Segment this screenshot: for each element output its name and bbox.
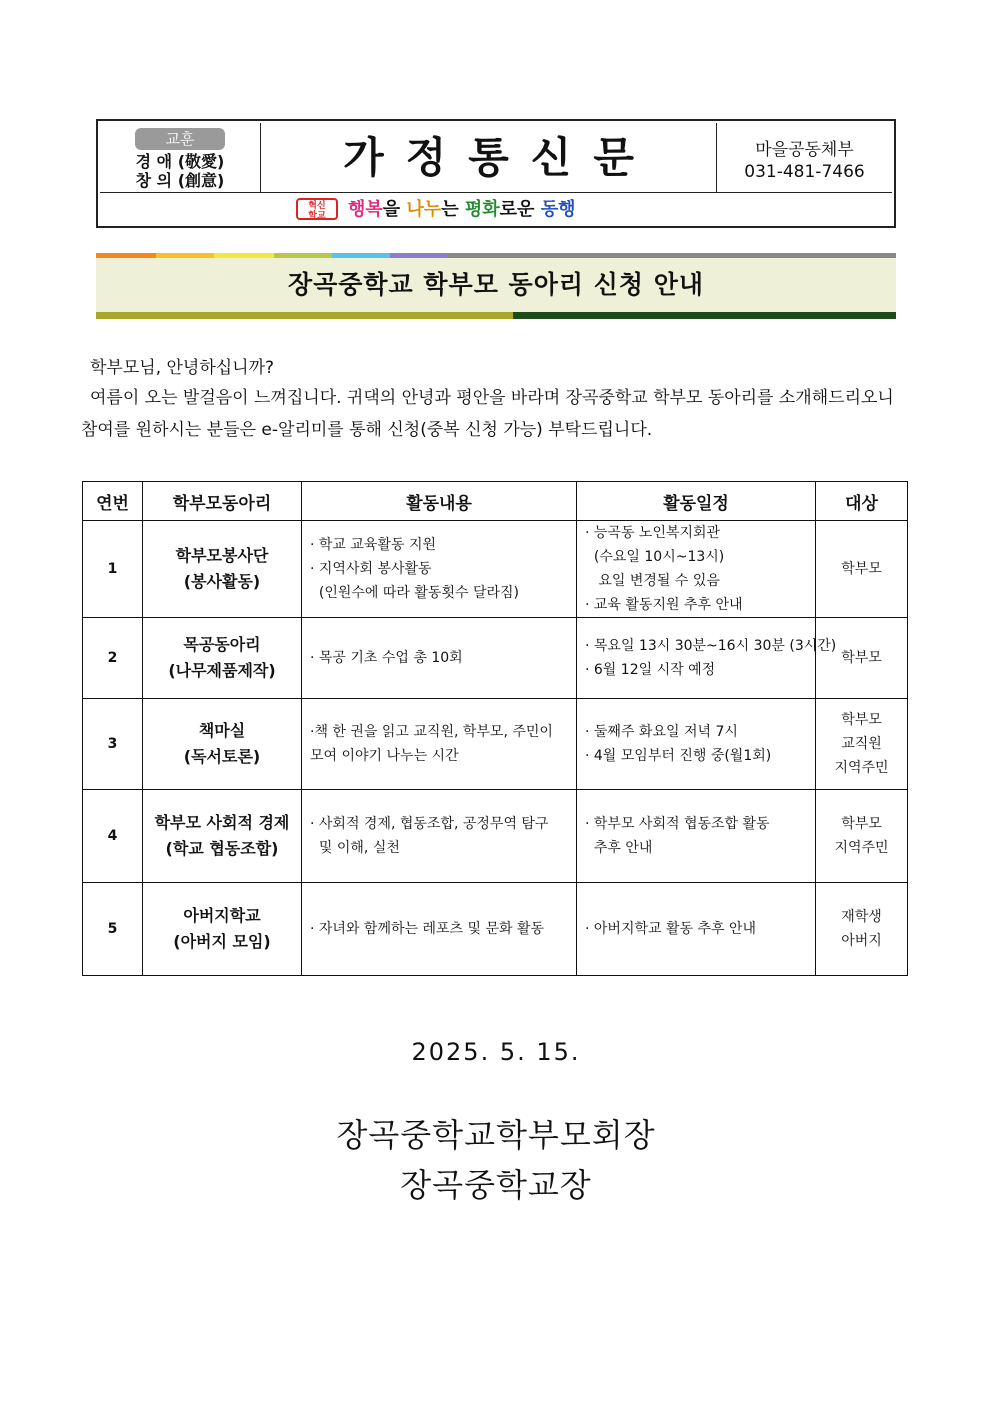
cell-club <box>143 883 302 976</box>
cell-number: 1 <box>83 521 143 618</box>
slogan-part: 로운 <box>499 199 541 220</box>
cell-target <box>816 699 908 790</box>
cell-target <box>816 618 908 699</box>
slogan-part: 는 <box>441 199 465 220</box>
cell-target-line: 교직원 <box>841 736 882 752</box>
cell-club-line: (아버지 모임) <box>173 932 271 951</box>
cell-content-line: ·책 한 권을 읽고 교직원, 학부모, 주민이 <box>310 724 553 740</box>
cell-schedule-line: · 교육 활동지원 추후 안내 <box>585 597 743 613</box>
cell-content <box>302 521 577 618</box>
school-motto <box>100 123 261 192</box>
cell-club <box>143 618 302 699</box>
notice-title: 장곡중학교 학부모 동아리 신청 안내 <box>287 270 705 299</box>
intro-greeting: 학부모님, 안녕하십니까? <box>90 358 275 378</box>
cell-club-line: (학교 협동조합) <box>165 839 279 858</box>
cell-schedule-line: · 목요일 13시 30분~16시 30분 (3시간) <box>585 638 837 654</box>
header-target: 대상 <box>816 482 908 521</box>
cell-content <box>302 699 577 790</box>
slogan-part: 나누 <box>406 199 442 220</box>
header-club: 학부모동아리 <box>143 482 302 521</box>
slogan-part: 을 <box>382 199 407 220</box>
cell-schedule <box>577 883 816 976</box>
table-row <box>83 521 908 618</box>
cell-content <box>302 883 577 976</box>
notice-banner <box>96 258 896 312</box>
motto-line-1: 경 애 (敬愛) <box>135 152 225 171</box>
slogan-part: 행복 <box>348 199 383 220</box>
cell-target-line: 재학생 <box>841 909 882 925</box>
department-phone: 031-481-7466 <box>744 162 865 182</box>
cell-content-line: · 자녀와 함께하는 레포츠 및 문화 활동 <box>310 921 545 937</box>
department-name: 마을공동체부 <box>755 140 854 160</box>
cell-target-line: 학부모 <box>841 816 882 832</box>
bottom-stripe-right <box>513 312 896 319</box>
cell-target-line: 학부모 <box>841 561 882 577</box>
cell-content <box>302 790 577 883</box>
table-row <box>83 790 908 883</box>
newsletter-header <box>96 119 896 228</box>
newsletter-title: 가정통신문 <box>343 133 656 182</box>
cell-schedule <box>577 521 816 618</box>
slogan-part: 동행 <box>540 199 576 220</box>
cell-club-line: 목공동아리 <box>183 635 261 654</box>
cell-content-line: 모여 이야기 나누는 시간 <box>310 748 459 764</box>
table-row <box>83 618 908 699</box>
cell-content <box>302 618 577 699</box>
club-table <box>82 481 908 976</box>
header-number: 연번 <box>83 482 143 521</box>
cell-target-line: 아버지 <box>841 933 882 949</box>
cell-schedule-line: 추후 안내 <box>585 840 653 856</box>
cell-club-line: (봉사활동) <box>183 572 261 591</box>
cell-target-line: 학부모 <box>841 650 882 666</box>
cell-schedule-line: · 둘째주 화요일 저녁 7시 <box>585 724 738 740</box>
signer-parents-association: 장곡중학교학부모회장 <box>336 1116 656 1154</box>
cell-number: 5 <box>83 883 143 976</box>
cell-schedule-line: (수요일 10시~13시) <box>585 549 725 565</box>
school-slogan <box>348 193 575 226</box>
cell-club <box>143 699 302 790</box>
cell-target-line: 학부모 <box>841 712 882 728</box>
cell-content-line: · 지역사회 봉사활동 <box>310 561 432 577</box>
cell-schedule <box>577 790 816 883</box>
innovation-school-stamp: 혁신 학교 <box>296 198 338 220</box>
cell-club-line: (독서토론) <box>183 747 261 766</box>
cell-number: 2 <box>83 618 143 699</box>
header-top-row <box>100 123 892 193</box>
cell-number: 4 <box>83 790 143 883</box>
title-cell <box>261 123 717 192</box>
cell-club-line: (나무제품제작) <box>168 661 276 680</box>
banner-bottom-stripe <box>96 312 896 319</box>
cell-target <box>816 790 908 883</box>
cell-content-line: 및 이해, 실천 <box>310 840 400 856</box>
cell-number: 3 <box>83 699 143 790</box>
header-schedule: 활동일정 <box>577 482 816 521</box>
motto-line-2: 창 의 (創意) <box>135 171 225 190</box>
table-header-row <box>83 482 908 521</box>
cell-schedule-line: · 4월 모임부터 진행 중(월1회) <box>585 748 772 764</box>
cell-schedule-line: · 능곡동 노인복지회관 <box>585 525 721 541</box>
cell-schedule-line: · 학부모 사회적 협동조합 활동 <box>585 816 770 832</box>
cell-club-line: 학부모 사회적 경제 <box>154 813 290 832</box>
signer-principal: 장곡중학교장 <box>400 1166 592 1204</box>
cell-club-line: 책마실 <box>198 721 246 740</box>
table-row <box>83 883 908 976</box>
cell-club <box>143 790 302 883</box>
cell-content-line: · 목공 기초 수업 총 10회 <box>310 650 463 666</box>
motto-label: 교훈 <box>135 128 225 150</box>
cell-content-line: (인원수에 따라 활동횟수 달라짐) <box>310 585 519 601</box>
slogan-part: 평화 <box>464 199 500 220</box>
cell-club-line: 학부모봉사단 <box>175 546 269 565</box>
cell-target-line: 지역주민 <box>834 840 889 856</box>
cell-club-line: 아버지학교 <box>183 906 261 925</box>
cell-schedule-line: 요일 변경될 수 있음 <box>585 573 720 589</box>
cell-schedule-line: · 아버지학교 활동 추후 안내 <box>585 921 757 937</box>
intro-line-2: 참여를 원하시는 분들은 e-알리미를 통해 신청(중복 신청 가능) 부탁드립니다. <box>81 420 653 440</box>
cell-target <box>816 521 908 618</box>
header-content: 활동내용 <box>302 482 577 521</box>
cell-content-line: · 사회적 경제, 협동조합, 공정무역 탐구 <box>310 816 549 832</box>
cell-schedule <box>577 699 816 790</box>
cell-club <box>143 521 302 618</box>
cell-target-line: 지역주민 <box>834 760 889 776</box>
cell-schedule-line: · 6월 12일 시작 예정 <box>585 662 716 678</box>
cell-target <box>816 883 908 976</box>
department-cell <box>717 123 892 192</box>
intro-line-1: 여름이 오는 발걸음이 느껴집니다. 귀댁의 안녕과 평안을 바라며 장곡중학교 학부모 동아리를 소개해드리오니 <box>90 388 894 408</box>
cell-schedule <box>577 618 837 699</box>
slogan-row <box>100 193 892 226</box>
bottom-stripe-left <box>96 312 513 319</box>
cell-content-line: · 학교 교육활동 지원 <box>310 537 436 553</box>
table-row <box>83 699 908 790</box>
issue-date: 2025. 5. 15. <box>411 1038 581 1066</box>
